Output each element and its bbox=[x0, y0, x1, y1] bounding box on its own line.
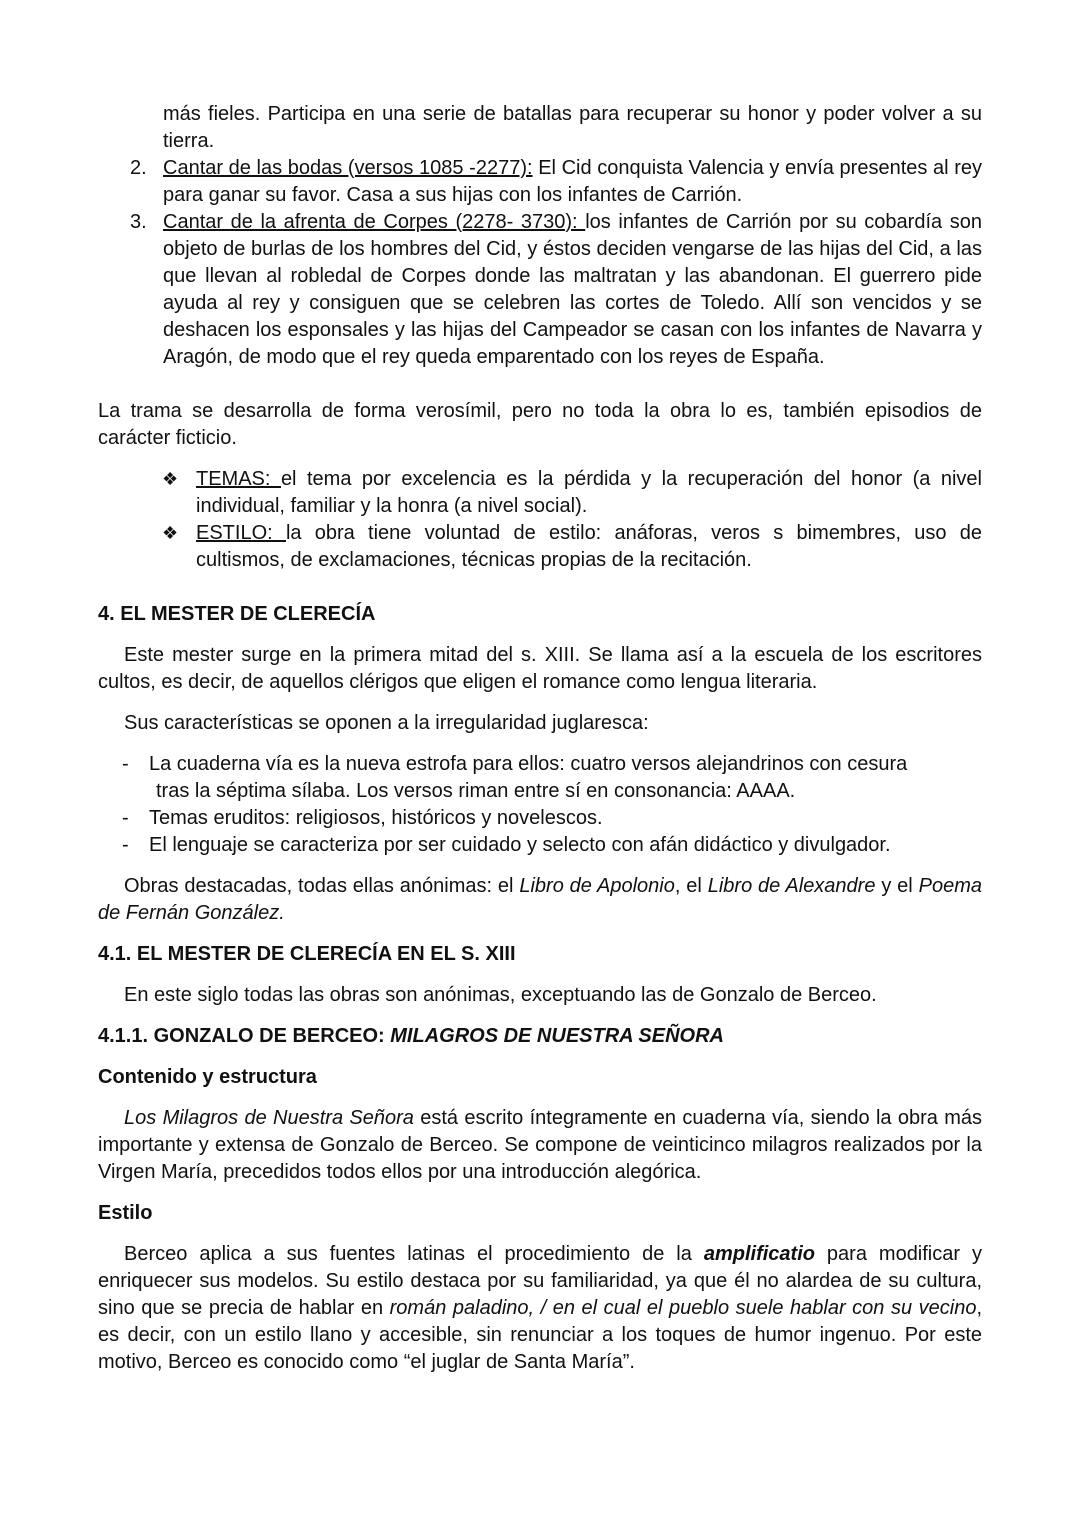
cantar-3 bbox=[98, 209, 982, 371]
characteristic-3 bbox=[98, 832, 982, 859]
estilo-amplificatio: amplificatio bbox=[703, 1243, 815, 1265]
cantares-list bbox=[98, 101, 982, 371]
dash-bullet-icon: - bbox=[122, 807, 129, 829]
bullet-estilo-text: la obra tiene voluntad de estilo: anáforas, veros s bimembres, uso de cultismos, de exclamaciones, técnicas propias de la recitación. bbox=[196, 522, 982, 571]
contenido-title: Los Milagros de Nuestra Señora bbox=[124, 1107, 414, 1129]
section-4-paragraph-2: Sus características se oponen a la irregularidad juglaresca: bbox=[124, 712, 649, 734]
section-4-1-1-heading-b: MILAGROS DE NUESTRA SEÑORA bbox=[390, 1025, 724, 1047]
estilo-text-e: , es decir, con un estilo llano y accesible, sin renunciar a los toques de humor ingenuo. Por este motivo, Berceo es conocido como “el juglar de Santa María”. bbox=[98, 1297, 983, 1373]
obras-title-apolonio: Libro de Apolonio bbox=[519, 875, 675, 897]
diamond-bullet-icon: ❖ bbox=[162, 523, 179, 543]
section-4-1-1-heading-a: 4.1.1. GONZALO DE BERCEO: bbox=[98, 1025, 391, 1047]
estilo-paragraph bbox=[98, 1241, 982, 1376]
contenido-text: está escrito íntegramente en cuaderna vía, siendo la obra más importante y extensa de Gonzalo de Berceo. Se compone de veinticinco milagros realizados por la Virgen María, precedidos todos ellos por una introducción alegórica. bbox=[98, 1107, 982, 1183]
dash-bullet-icon: - bbox=[122, 834, 129, 856]
cantar-3-title: Cantar de la afrenta de Corpes (2278- 3730): bbox=[163, 211, 586, 233]
section-4-1-paragraph: En este siglo todas las obras son anónimas, exceptuando las de Gonzalo de Berceo. bbox=[124, 984, 877, 1006]
bullet-estilo bbox=[98, 520, 982, 574]
characteristic-1-line-2: tras la séptima sílaba. Los versos riman entre sí en consonancia: AAAA. bbox=[156, 780, 796, 802]
cantar-2 bbox=[98, 155, 982, 209]
section-4-1-1-heading bbox=[98, 1023, 982, 1050]
bullet-temas-text: el tema por excelencia es la pérdida y la recuperación del honor (a nivel individual, familiar y la honra (a nivel social). bbox=[196, 468, 982, 517]
obras-paragraph bbox=[98, 873, 982, 927]
characteristic-2 bbox=[98, 805, 982, 832]
characteristic-2-text: Temas eruditos: religiosos, históricos y novelescos. bbox=[149, 807, 603, 829]
contenido-paragraph bbox=[98, 1105, 982, 1186]
obras-title-fernan: Poema de Fernán González. bbox=[98, 875, 982, 924]
cantar-3-text: los infantes de Carrión por su cobardía son objeto de burlas de los hombres del Cid, y éstos deciden vengarse de las hijas del Cid, a las que llevan al robledal de Corpes donde las maltratan y las abandonan. El guerrero pide ayuda al rey y consiguen que se celebren las cortes de Toledo. Allí son vencidos y se deshacen los esponsales y las hijas del Campeador se casan con los infantes de Navarra y Aragón, de modo que el rey queda emparentado con los reyes de España. bbox=[163, 211, 982, 368]
section-4-1-heading: 4.1. EL MESTER DE CLERECÍA EN EL S. XIII bbox=[98, 943, 516, 965]
bullet-temas-label: TEMAS: bbox=[196, 468, 281, 490]
section-4-paragraph-1: Este mester surge en la primera mitad del s. XIII. Se llama así a la escuela de los escritores cultos, es decir, de aquellos clérigos que eligen el romance como lengua literaria. bbox=[98, 644, 982, 693]
bullet-temas bbox=[98, 466, 982, 520]
estilo-quote: román paladino, / en el cual el pueblo suele hablar con su vecino bbox=[389, 1297, 977, 1319]
estilo-text-a: Berceo aplica a sus fuentes latinas el procedimiento de la bbox=[124, 1243, 704, 1265]
cantar-2-title: Cantar de las bodas (versos 1085 -2277): bbox=[163, 157, 533, 179]
obras-text-e: y el bbox=[875, 875, 919, 897]
cantar-2-number: 2. bbox=[130, 157, 147, 179]
cantar-2-text: El Cid conquista Valencia y envía presentes al rey para ganar su favor. Casa a sus hijas con los infantes de Carrión. bbox=[163, 157, 982, 206]
characteristics-list bbox=[98, 751, 982, 859]
obras-text-a: Obras destacadas, todas ellas anónimas: el bbox=[124, 875, 520, 897]
characteristic-3-text: El lenguaje se caracteriza por ser cuidado y selecto con afán didáctico y divulgador. bbox=[149, 834, 891, 856]
cantar-1-text: más fieles. Participa en una serie de batallas para recuperar su honor y poder volver a su tierra. bbox=[163, 103, 982, 152]
section-4-heading: 4. EL MESTER DE CLERECÍA bbox=[98, 603, 376, 625]
dash-bullet-icon: - bbox=[122, 753, 129, 775]
trama-paragraph: La trama se desarrolla de forma verosímil, pero no toda la obra lo es, también episodios de carácter ficticio. bbox=[98, 400, 982, 449]
cantar-1-continuation bbox=[98, 101, 982, 155]
bullet-estilo-label: ESTILO: bbox=[196, 522, 286, 544]
subheading-contenido: Contenido y estructura bbox=[98, 1066, 317, 1088]
diamond-bullet-icon: ❖ bbox=[162, 469, 179, 489]
themes-list bbox=[98, 466, 982, 574]
obras-title-alexandre: Libro de Alexandre bbox=[707, 875, 876, 897]
characteristic-1 bbox=[98, 751, 982, 805]
cantar-3-number: 3. bbox=[130, 211, 147, 233]
characteristic-1-line-1: La cuaderna vía es la nueva estrofa para ellos: cuatro versos alejandrinos con cesura bbox=[149, 753, 908, 775]
subheading-estilo: Estilo bbox=[98, 1202, 153, 1224]
estilo-text-c: para modificar y enriquecer sus modelos. Su estilo destaca por su familiaridad, ya que él no alardea de su cultura, sino que se precia de hablar en bbox=[98, 1243, 982, 1319]
obras-text-c: , el bbox=[674, 875, 708, 897]
